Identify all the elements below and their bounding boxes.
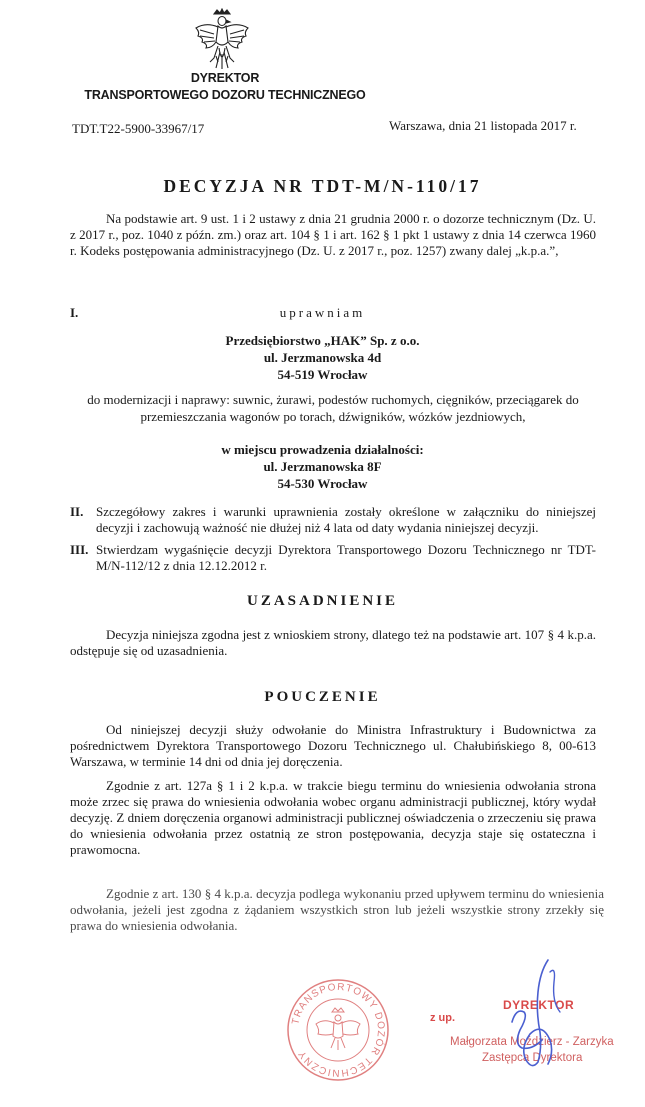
instruction-paragraph-2: Zgodnie z art. 127a § 1 i 2 k.p.a. w trakcie biegu terminu do wniesienia odwołania strona może zrzec się prawa do wniesienia odwołania wobec organu administracji publicznej, który wydał decyzję. Z dniem doręczenia organowi administracji publicznej oświadczenia o zrzeczeniu się prawa do wniesienia odwołania przez ostatnią ze stron postępowania, decyzja staje się ostateczna i prawomocna.	[70, 778, 596, 857]
location-city: 54-530 Wrocław	[277, 476, 368, 491]
section-1-verb: uprawniam	[279, 305, 366, 320]
svg-text:TRANSPORTOWY DOZÓR TECHNICZNY	[290, 982, 387, 1078]
polish-eagle-emblem-icon	[192, 8, 252, 70]
section-3-number: III.	[70, 542, 89, 557]
handwritten-signature	[490, 952, 580, 1072]
stamp-text: TRANSPORTOWY DOZÓR TECHNICZNY	[290, 981, 387, 1079]
justification-text: Decyzja niniejsza zgodna jest z wnioskiem strony, dlatego też na podstawie art. 107 § 4 k.p.a. odstępuje się od uzasadnienia.	[70, 627, 596, 658]
location-label: w miejscu prowadzenia działalności:	[221, 442, 424, 457]
signatory-role: DYREKTOR	[503, 998, 575, 1012]
instruction-paragraph-1: Od niniejszej decyzji służy odwołanie do Ministra Infrastruktury i Budownictwa za pośrednictwem Dyrektora Transportowego Dozoru Technicznego ul. Chałubińskiego 8, 00-613 Warszawa, w terminie 14 dni od dnia jej doręczenia.	[70, 722, 596, 769]
legal-basis-paragraph: Na podstawie art. 9 ust. 1 i 2 ustawy z dnia 21 grudnia 2000 r. o dozorze technicznym (Dz. U. z 2017 r., poz. 1040 z późn. zm.) oraz art. 104 § 1 i art. 162 § 1 pkt 1 ustawy z dnia 14 czerwca 1960 r. Kodeks postępowania administracyjnego (Dz. U. z 2017 r., poz. 1257) zwany dalej „k.p.a.”,	[70, 211, 596, 258]
instruction-title: POUCZENIE	[264, 689, 381, 705]
authority-line2: TRANSPORTOWEGO DOZORU TECHNICZNEGO	[84, 88, 366, 102]
section-3-text: Stwierdzam wygaśnięcie decyzji Dyrektora Transportowego Dozoru Technicznego nr TDT-M/N-112/12 z dnia 12.12.2012 r.	[96, 542, 596, 573]
instruction-paragraph-3: Zgodnie z art. 130 § 4 k.p.a. decyzja podlega wykonaniu przed upływem terminu do wniesienia odwołania, jeżeli jest zgodna z żądaniem wszystkich stron lub jeżeli wszystkie strony zrzekły się prawa do wniesienia odwołania.	[70, 886, 604, 933]
issuing-authority	[60, 70, 390, 104]
section-1-number: I.	[70, 305, 79, 320]
document-date: Warszawa, dnia 21 listopada 2017 r.	[389, 118, 577, 133]
signatory-name: Małgorzata Moździerz - Zarzyka	[450, 1036, 614, 1048]
company-name: Przedsiębiorstwo „HAK” Sp. z o.o.	[225, 333, 420, 348]
business-location	[0, 441, 645, 492]
section-2-number: II.	[70, 504, 84, 519]
signatory-deputy-title: Zastępca Dyrektora	[482, 1052, 583, 1064]
company-street: ul. Jerzmanowska 4d	[263, 350, 382, 365]
decision-title: DECYZJA NR TDT-M/N-110/17	[163, 176, 482, 196]
official-round-stamp	[286, 978, 390, 1082]
location-street: ul. Jerzmanowska 8F	[263, 459, 382, 474]
section-2-text: Szczegółowy zakres i warunki uprawnienia zostały określone w załączniku do niniejszej decyzji i zachowują ważność nie dłużej niż 4 lata od daty wydania niniejszej decyzji.	[96, 504, 596, 535]
on-behalf-label: z up.	[430, 1012, 456, 1024]
authorization-scope: do modernizacji i naprawy: suwnic, żurawi, podestów ruchomych, cięgników, przeciągarek do przemieszczania wagonów po torach, dźwigników, wózków jezdniowych,	[87, 392, 579, 424]
company-address	[0, 332, 645, 383]
justification-title: UZASADNIENIE	[246, 593, 399, 609]
authority-line1: DYREKTOR	[190, 71, 260, 85]
reference-number: TDT.T22-5900-33967/17	[72, 121, 205, 136]
company-city: 54-519 Wrocław	[277, 367, 368, 382]
